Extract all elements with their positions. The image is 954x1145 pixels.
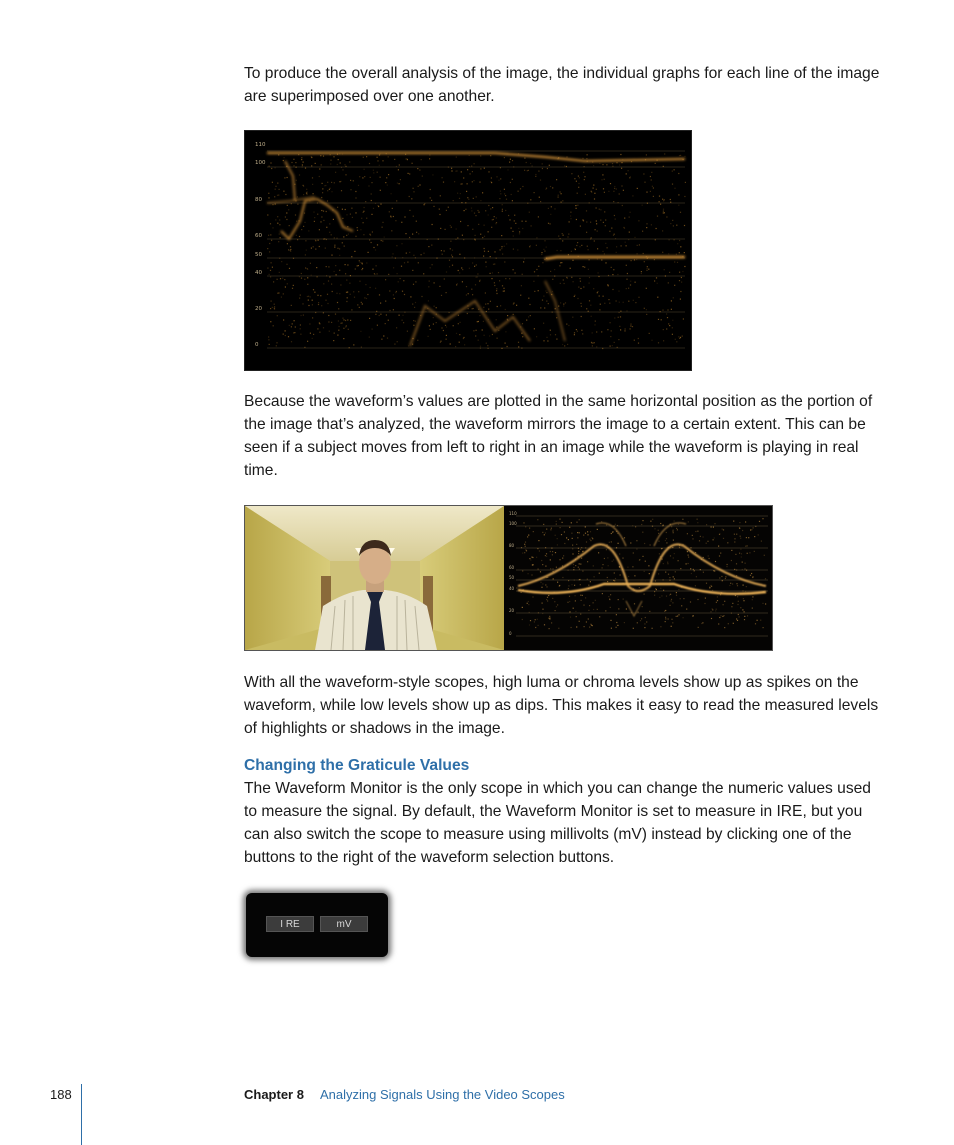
graticule-paragraph: The Waveform Monitor is the only scope in which you can change the numeric values used to measure the signal. By default, the Waveform Monitor is set to measure in IRE, but you can also switch the scope to measure using millivolts (mV) instead by clicking one of the buttons to the right of the waveform selection buttons. (244, 780, 871, 866)
graticule-label: 60 (255, 233, 262, 239)
levels-paragraph: With all the waveform-style scopes, high luma or chroma levels show up as spikes on the waveform, while low levels show up as dips. This makes it easy to read the measured levels of highlights or shadows in the image. (244, 674, 879, 737)
graticule-label: 40 (509, 586, 515, 591)
graticule-lines (267, 151, 685, 348)
ire-button[interactable]: I RE (266, 916, 314, 932)
mirror-paragraph: Because the waveform’s values are plotted in the same horizontal position as the portion of the image that’s analyzed, the waveform mirrors the image to a certain extent. This can be seen if a subject moves from left to right in an image while the waveform is playing in real time. (244, 393, 873, 479)
graticule-label: 40 (255, 270, 262, 276)
waveform-noise (267, 153, 686, 349)
graticule-label: 110 (255, 142, 266, 148)
graticule-label: 20 (509, 608, 515, 613)
chapter-title: Analyzing Signals Using the Video Scopes (320, 1087, 565, 1102)
page-number: 188 (50, 1087, 72, 1102)
chapter-label: Chapter 8 (244, 1087, 304, 1102)
graticule-label: 80 (509, 543, 515, 548)
waveform-graph (245, 131, 692, 371)
section-heading: Changing the Graticule Values (244, 757, 470, 774)
graticule-label: 100 (509, 521, 517, 526)
video-and-waveform-figure (244, 505, 773, 651)
video-frame (245, 506, 504, 650)
graticule-label: 50 (255, 252, 262, 258)
waveform-figure (244, 130, 692, 371)
hallway-image (245, 506, 504, 650)
small-graticule-lines (516, 516, 768, 636)
graticule-label: 80 (255, 197, 262, 203)
intro-paragraph: To produce the overall analysis of the image, the individual graphs for each line of the image are superimposed over one another. (244, 65, 880, 105)
graticule-label: 50 (509, 575, 515, 580)
graticule-label: 110 (509, 511, 517, 516)
graticule-unit-buttons (246, 893, 388, 957)
mv-button[interactable]: mV (320, 916, 368, 932)
small-waveform (504, 506, 772, 650)
graticule-label: 0 (255, 342, 259, 348)
graticule-label: 20 (255, 306, 262, 312)
graticule-label: 60 (509, 565, 515, 570)
waveform-traces (267, 153, 685, 346)
small-waveform-graph (504, 506, 772, 650)
footer-divider (81, 1084, 82, 1145)
graticule-label: 0 (509, 631, 512, 636)
graticule-label: 100 (255, 160, 266, 166)
